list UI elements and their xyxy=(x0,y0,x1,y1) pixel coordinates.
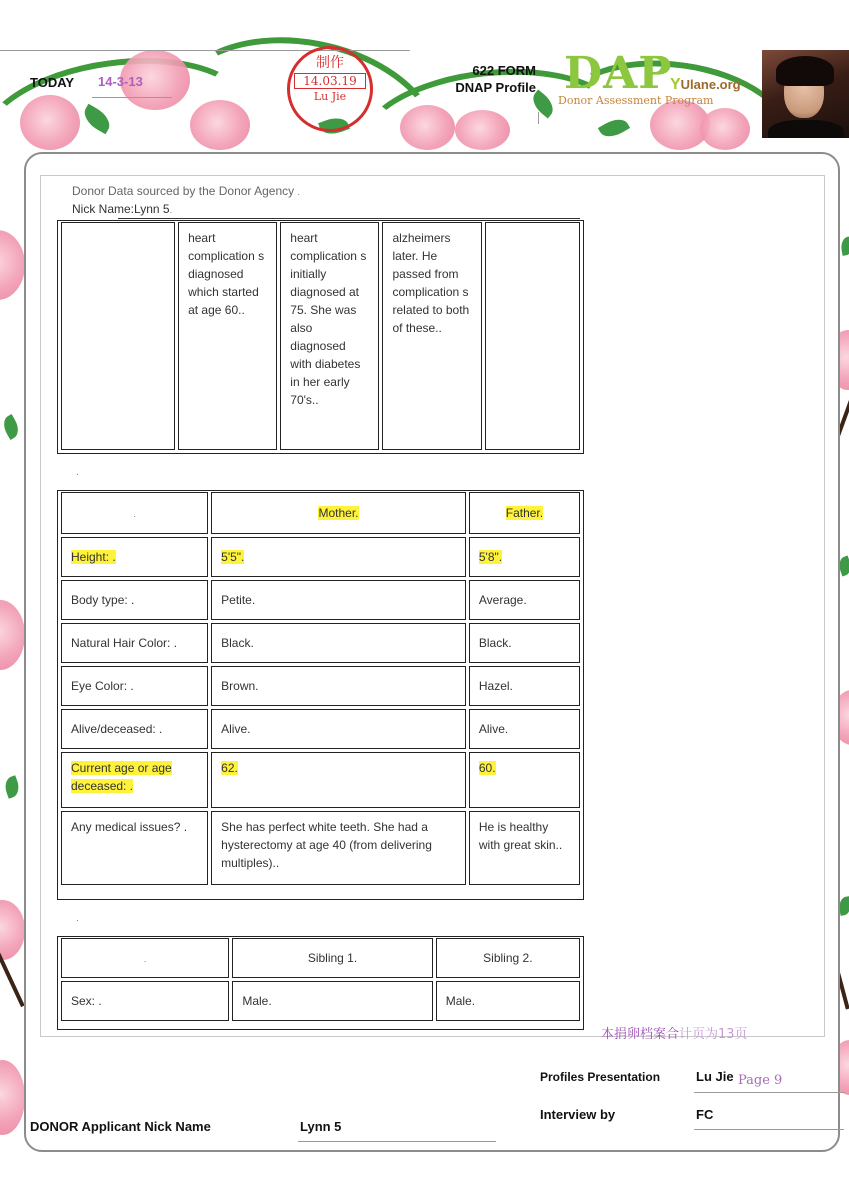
parents-header-blank: . xyxy=(61,492,208,534)
parents-header-father: Father. xyxy=(469,492,580,534)
dap-logo: DAP YUlane.org Donor Assessment Program xyxy=(558,48,741,107)
row-label-hair-color: Natural Hair Color: . xyxy=(61,623,208,663)
health-cell-3: alzheimers later. He passed from complication s related to both of these.. xyxy=(382,222,481,450)
profiles-presentation-label: Profiles Presentation xyxy=(540,1070,661,1084)
total-pages-note: 本捐卵档案合计页为13页 xyxy=(601,1027,748,1042)
page-number: Page 9 xyxy=(738,1073,783,1088)
siblings-header-blank: . xyxy=(61,938,229,978)
health-cell-0 xyxy=(61,222,175,450)
donor-photo xyxy=(762,50,849,138)
father-alive-deceased: Alive. xyxy=(469,709,580,749)
applicant-nick-name-value: Lynn 5 xyxy=(300,1119,342,1134)
siblings-table xyxy=(58,935,583,1024)
row-label-height: Height: . xyxy=(61,537,208,577)
row-label-medical-issues: Any medical issues? . xyxy=(61,811,208,885)
source-line: Donor Data sourced by the Donor Agency . xyxy=(72,184,300,198)
today-date: 14-3-13 xyxy=(98,74,143,89)
mother-hair-color: Black. xyxy=(211,623,466,663)
today-label: TODAY xyxy=(30,75,75,90)
health-cell-4 xyxy=(485,222,580,450)
father-eye-color: Hazel. xyxy=(469,666,580,706)
mother-alive-deceased: Alive. xyxy=(211,709,466,749)
siblings-header-2: Sibling 2. xyxy=(436,938,580,978)
health-cell-1: heart complication s diagnosed which started at age 60.. xyxy=(178,222,277,450)
row-label-alive-deceased: Alive/deceased: . xyxy=(61,709,208,749)
interview-by-value: FC xyxy=(696,1107,714,1122)
row-label-eye-color: Eye Color: . xyxy=(61,666,208,706)
mother-current-age: 62. xyxy=(211,752,466,808)
row-label-current-age: Current age or age deceased: . xyxy=(61,752,208,808)
row-label-sex: Sex: . xyxy=(61,981,229,1021)
father-current-age: 60. xyxy=(469,752,580,808)
sibling-1-sex: Male. xyxy=(232,981,432,1021)
father-body-type: Average. xyxy=(469,580,580,620)
father-medical-issues: He is healthy with great skin.. xyxy=(469,811,580,885)
mother-height: 5'5". xyxy=(211,537,466,577)
applicant-nick-name-label: DONOR Applicant Nick Name xyxy=(30,1119,211,1134)
paragraph-mark: . xyxy=(76,468,79,478)
mother-medical-issues: She has perfect white teeth. She had a hysterectomy at age 40 (from delivering multiples).. xyxy=(211,811,466,885)
mother-eye-color: Brown. xyxy=(211,666,466,706)
father-height: 5'8". xyxy=(469,537,580,577)
sibling-2-sex: Male. xyxy=(436,981,580,1021)
siblings-header-1: Sibling 1. xyxy=(232,938,432,978)
family-health-table xyxy=(58,219,583,453)
paragraph-mark: . xyxy=(76,914,79,924)
interview-by-label: Interview by xyxy=(540,1107,616,1122)
row-label-body-type: Body type: . xyxy=(61,580,208,620)
mother-body-type: Petite. xyxy=(211,580,466,620)
form-code: 622 FORM xyxy=(472,63,536,78)
profiles-presentation-value: Lu Jie xyxy=(696,1069,734,1084)
father-hair-color: Black. xyxy=(469,623,580,663)
parents-header-mother: Mother. xyxy=(211,492,466,534)
health-cell-2: heart complication s initially diagnosed at 75. She was also diagnosed with diabetes in her early 70's.. xyxy=(280,222,379,450)
production-stamp: 制作 14.03.19 Lu Jie xyxy=(287,46,373,132)
form-name: DNAP Profile xyxy=(455,80,536,95)
nick-name-line: Nick Name:Lynn 5. xyxy=(72,202,173,216)
parents-table xyxy=(58,489,583,888)
